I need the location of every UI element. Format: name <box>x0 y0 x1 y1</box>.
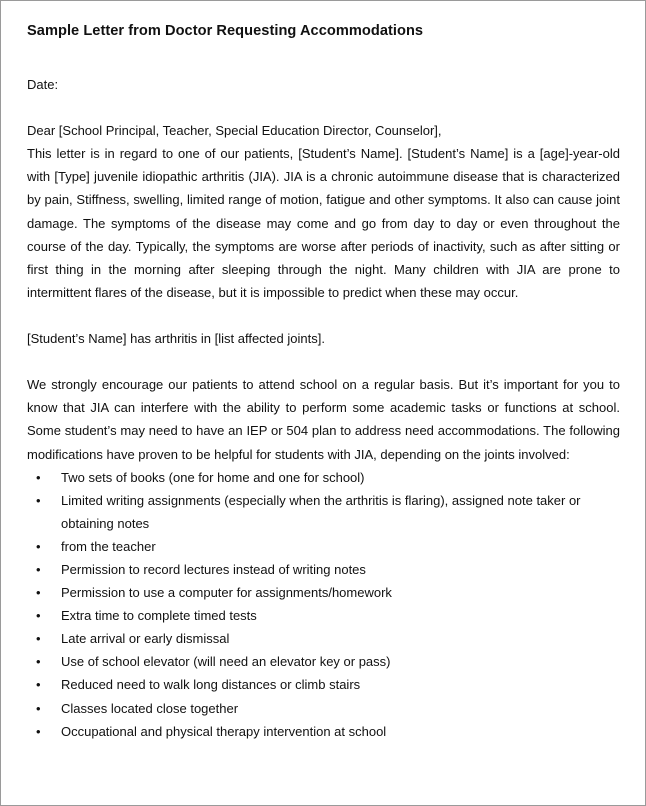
paragraph-diagnosis: This letter is in regard to one of our patients, [Student’s Name]. [Student’s Name] is a [age]-year-old with [Type] juvenile idiopathic arthritis (JIA). JIA is a chronic autoimmune disease that is characterized by pain, Stiffness, swelling, limited range of motion, fatigue and other symptoms. It also can cause joint damage. The symptoms of the disease may come and go from day to day or even throughout the course of the day. Typically, the symptoms are worse after periods of inactivity, such as after sitting or first thing in the morning after sleeping through the night. Many children with JIA are prone to intermittent flares of the disease, but it is impossible to predict when these may occur. <box>27 146 620 300</box>
letter-title: Sample Letter from Doctor Requesting Accommodations <box>27 23 424 39</box>
list-item-text: Classes located close together <box>61 700 239 716</box>
list-item-text: Occupational and physical therapy intervention at school <box>61 723 387 739</box>
bullet-icon: • <box>36 654 41 670</box>
list-item-text: Late arrival or early dismissal <box>61 631 230 647</box>
bullet-icon: • <box>36 538 41 554</box>
bullet-icon: • <box>36 608 41 624</box>
list-item-text: Limited writing assignments (especially when the arthritis is flaring), assigned note taker or obtaining notes <box>61 492 581 531</box>
list-item <box>27 466 620 489</box>
list-item <box>27 673 620 696</box>
bullet-icon: • <box>36 585 41 601</box>
list-item <box>27 627 620 650</box>
bullet-icon: • <box>36 700 41 716</box>
list-item <box>27 535 620 558</box>
date-line: Date: <box>27 77 59 92</box>
list-item-text: from the teacher <box>61 538 156 554</box>
list-item-text: Two sets of books (one for home and one for school) <box>61 469 365 485</box>
paragraph-spacer <box>27 304 620 327</box>
list-item <box>27 558 620 581</box>
modifications-list <box>27 466 620 743</box>
bullet-icon: • <box>36 677 41 693</box>
list-item-text: Extra time to complete timed tests <box>61 608 257 624</box>
paragraph-recommendations: We strongly encourage our patients to attend school on a regular basis. But it’s important for you to know that JIA can interfere with the ability to perform some academic tasks or functions at school. Some student’s may need to have an IEP or 504 plan to address need accommodations. The following modifications have proven to be helpful for students with JIA, depending on the joints involved: <box>27 377 620 462</box>
paragraph-spacer <box>27 350 620 373</box>
bullet-icon: • <box>36 631 41 647</box>
bullet-icon: • <box>36 492 41 508</box>
paragraph-affected-joints: [Student’s Name] has arthritis in [list affected joints]. <box>27 331 325 347</box>
bullet-icon: • <box>36 723 41 739</box>
list-item <box>27 697 620 720</box>
bullet-icon: • <box>36 561 41 577</box>
list-item <box>27 489 620 535</box>
list-item-text: Permission to use a computer for assignments/homework <box>61 585 392 601</box>
list-item-text: Reduced need to walk long distances or climb stairs <box>61 677 361 693</box>
list-item <box>27 581 620 604</box>
letter-body <box>27 73 620 743</box>
list-item <box>27 604 620 627</box>
salutation: Dear [School Principal, Teacher, Special Education Director, Counselor], <box>27 123 442 139</box>
list-item-text: Permission to record lectures instead of writing notes <box>61 561 366 577</box>
list-item <box>27 720 620 743</box>
bullet-icon: • <box>36 469 41 485</box>
list-item <box>27 650 620 673</box>
list-item-text: Use of school elevator (will need an elevator key or pass) <box>61 654 391 670</box>
